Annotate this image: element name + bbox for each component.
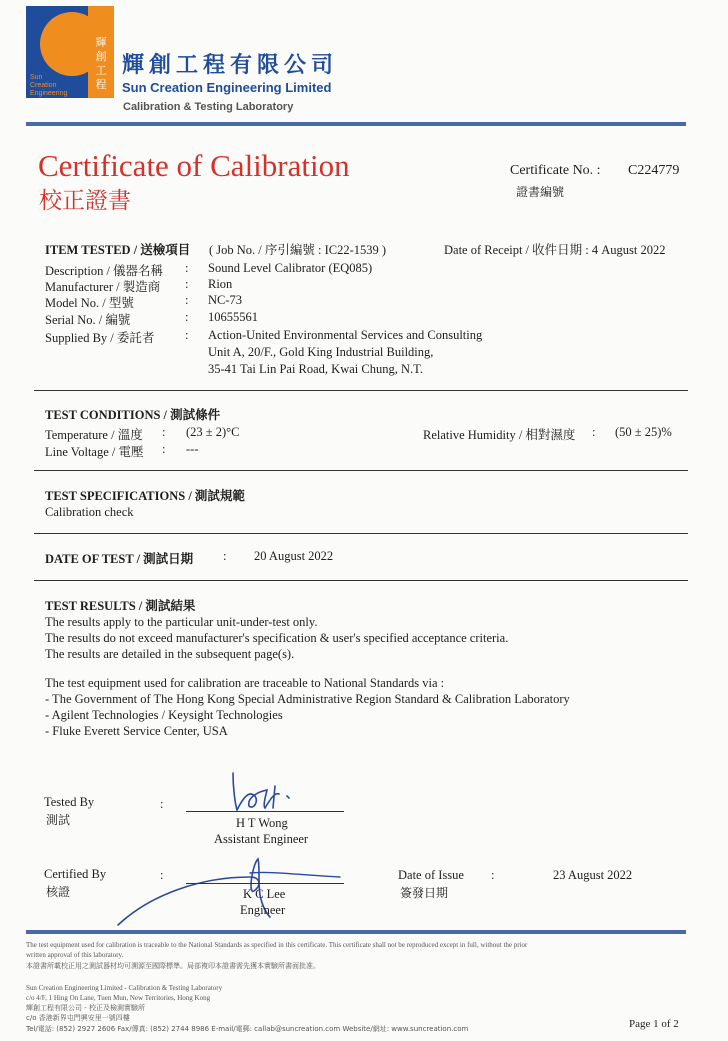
manufacturer-label: Manufacturer / 製造商 xyxy=(45,280,161,294)
section-rule xyxy=(34,470,688,471)
certificate-number-value: C224779 xyxy=(628,163,680,178)
certified-title: Engineer xyxy=(240,903,286,917)
footer-disclaimer: written approval of this laboratory. xyxy=(26,951,124,959)
certificate-number-label: Certificate No. : xyxy=(510,163,601,178)
item-tested-heading: ITEM TESTED / 送檢項目 xyxy=(45,243,191,257)
certificate-title-cjk: 校正證書 xyxy=(39,188,131,214)
certified-by-label-cjk: 核證 xyxy=(46,885,71,899)
footer-disclaimer-cjk: 本證書所載校正用之測試器材均可溯源至國際標準。局部複印本證書需先獲本實驗所書面批准。 xyxy=(26,962,320,970)
colon: : xyxy=(223,549,227,563)
colon: : xyxy=(160,797,164,811)
date-of-test-value: 20 August 2022 xyxy=(254,549,334,563)
serial-value: 10655561 xyxy=(208,310,258,324)
supplied-by-label: Supplied By / 委託者 xyxy=(45,331,155,345)
colon: : xyxy=(592,425,596,439)
logo-char: 程 xyxy=(95,78,107,91)
logo-line: Sun xyxy=(30,74,43,81)
supplied-by-value: Action-United Environmental Services and Consulting xyxy=(208,328,483,342)
result-line: The results are detailed in the subsequent page(s). xyxy=(45,647,295,661)
tested-title: Assistant Engineer xyxy=(214,832,309,846)
tested-by-label-cjk: 測試 xyxy=(46,813,71,827)
date-of-test-heading: DATE OF TEST / 測試日期 xyxy=(45,552,194,566)
colon: : xyxy=(162,425,166,439)
section-rule xyxy=(34,390,688,391)
colon: : xyxy=(162,442,166,456)
footer-disclaimer: The test equipment used for calibration is traceable to the National Standards as specified in this certificate. This certificate shall not be reproduced except in full, without the prior xyxy=(26,941,528,949)
footer-contact: Tel/電話: (852) 2927 2606 Fax/傳真: (852) 2744 8986 E-mail/電郵: callab@suncreation.com Website/網址: www.suncreation.com xyxy=(26,1025,469,1033)
company-name-cjk: 輝創工程有限公司 xyxy=(122,53,339,78)
logo-char: 工 xyxy=(95,64,107,77)
result-line: The results apply to the particular unit-under-test only. xyxy=(45,615,318,629)
colon: : xyxy=(185,293,189,307)
tested-by-label: Tested By xyxy=(44,795,95,809)
footer-rule xyxy=(26,930,686,934)
logo-char: 輝 xyxy=(95,36,107,49)
test-conditions-heading: TEST CONDITIONS / 測試條件 xyxy=(45,408,221,422)
humidity-label: Relative Humidity / 相對濕度 xyxy=(423,428,576,442)
model-value: NC-73 xyxy=(208,293,243,307)
traceability-item: - The Government of The Hong Kong Special Administrative Region Standard & Calibration Laboratory xyxy=(45,692,570,706)
model-label: Model No. / 型號 xyxy=(45,296,134,310)
logo-line: Engineering xyxy=(30,90,68,97)
certificate-number-label-cjk: 證書編號 xyxy=(516,185,565,199)
test-specifications-text: Calibration check xyxy=(45,505,134,519)
issue-date-label-cjk: 簽發日期 xyxy=(400,886,449,900)
test-results-heading: TEST RESULTS / 測試結果 xyxy=(45,599,196,613)
traceability-intro: The test equipment used for calibration are traceable to National Standards via : xyxy=(45,676,445,690)
logo-english-text xyxy=(30,74,67,98)
voltage-value: --- xyxy=(186,442,199,456)
signature-line xyxy=(186,811,344,812)
logo-cjk-text xyxy=(89,36,113,92)
colon: : xyxy=(185,328,189,342)
certified-name: K C Lee xyxy=(243,887,286,901)
certified-by-signature xyxy=(110,855,360,930)
footer-address: Sun Creation Engineering Limited - Calibration & Testing Laboratory xyxy=(26,984,223,992)
colon: : xyxy=(160,868,164,882)
footer-address-cjk: c/o 香港新界屯門興安里一號四樓 xyxy=(26,1014,130,1022)
certificate-title: Certificate of Calibration xyxy=(38,148,350,183)
colon: : xyxy=(185,277,189,291)
temperature-label: Temperature / 溫度 xyxy=(45,428,143,442)
section-rule xyxy=(34,580,688,581)
footer-address-cjk: 輝創工程有限公司 - 校正及檢測實驗所 xyxy=(26,1004,145,1012)
footer-address: c/o 4/F, 1 Hing On Lane, Tuen Mun, New Territories, Hong Kong xyxy=(26,994,211,1002)
header-rule xyxy=(26,122,686,126)
traceability-item: - Agilent Technologies / Keysight Technologies xyxy=(45,708,283,722)
job-number: ( Job No. / 序引編號 : IC22-1539 ) xyxy=(209,243,387,257)
colon: : xyxy=(491,868,495,882)
date-of-receipt: Date of Receipt / 收件日期 : 4 August 2022 xyxy=(444,243,666,257)
temperature-value: (23 ± 2)°C xyxy=(186,425,240,439)
description-value: Sound Level Calibrator (EQ085) xyxy=(208,261,373,275)
manufacturer-value: Rion xyxy=(208,277,233,291)
company-logo xyxy=(26,6,114,98)
signature-line xyxy=(186,883,344,884)
serial-label: Serial No. / 編號 xyxy=(45,313,131,327)
test-specifications-heading: TEST SPECIFICATIONS / 測試規範 xyxy=(45,489,245,503)
humidity-value: (50 ± 25)% xyxy=(615,425,672,439)
address-line: Unit A, 20/F., Gold King Industrial Building, xyxy=(208,345,434,359)
page-number: Page 1 of 2 xyxy=(629,1018,679,1030)
company-lab-name: Calibration & Testing Laboratory xyxy=(123,101,294,113)
tested-name: H T Wong xyxy=(236,816,288,830)
voltage-label: Line Voltage / 電壓 xyxy=(45,445,144,459)
section-rule xyxy=(34,533,688,534)
logo-char: 創 xyxy=(95,50,107,63)
colon: : xyxy=(185,261,189,275)
logo-line: Creation xyxy=(30,82,57,89)
certified-by-label: Certified By xyxy=(44,867,107,881)
company-name-en: Sun Creation Engineering Limited xyxy=(122,80,332,95)
issue-date-value: 23 August 2022 xyxy=(553,868,633,882)
description-label: Description / 儀器名稱 xyxy=(45,264,164,278)
address-line: 35-41 Tai Lin Pai Road, Kwai Chung, N.T. xyxy=(208,362,423,376)
issue-date-label: Date of Issue xyxy=(398,868,464,882)
traceability-item: - Fluke Everett Service Center, USA xyxy=(45,724,228,738)
colon: : xyxy=(185,310,189,324)
result-line: The results do not exceed manufacturer's specification & user's specified acceptance criteria. xyxy=(45,631,509,645)
